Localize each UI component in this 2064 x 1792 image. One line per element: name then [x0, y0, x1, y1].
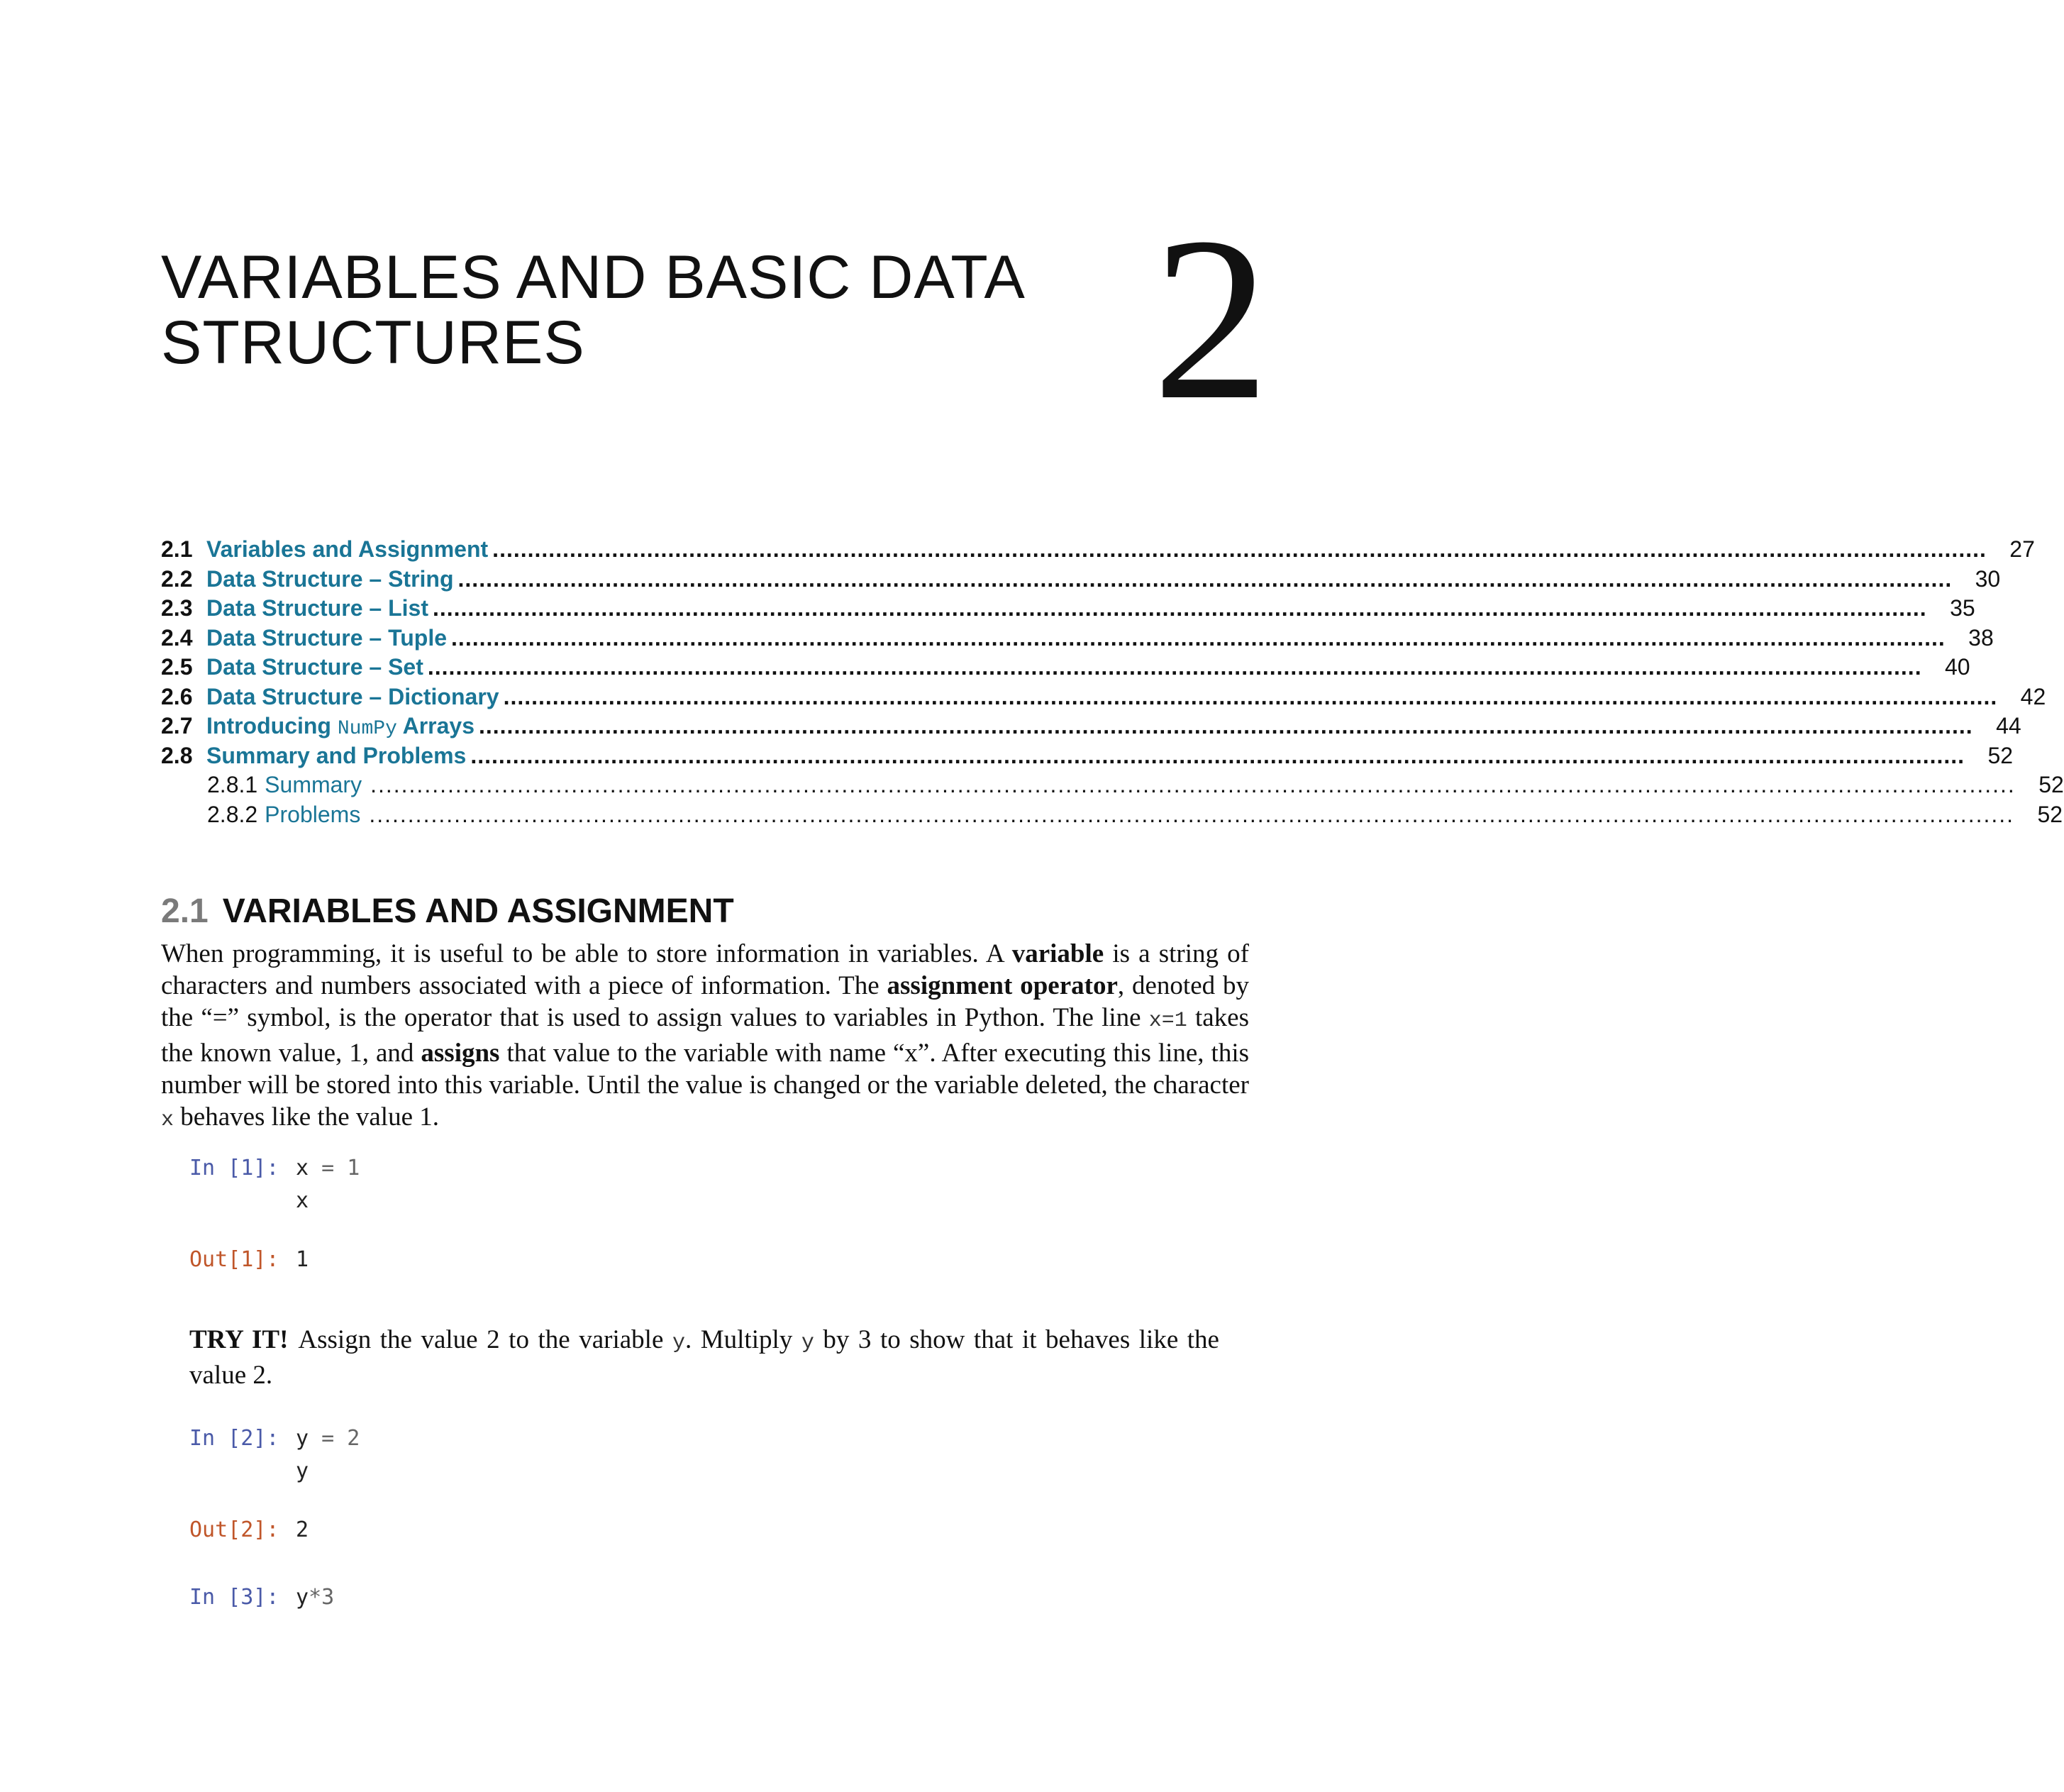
toc-item-link[interactable]: Data Structure – String — [206, 565, 454, 592]
table-of-contents — [161, 535, 2064, 829]
toc-item-number: 2.3 — [161, 595, 193, 621]
input-prompt: In [1]: — [189, 1156, 279, 1180]
toc-item-link[interactable]: Summary and Problems — [206, 742, 467, 768]
toc-title-code: NumPy — [337, 718, 397, 740]
toc-page-number: 35 — [1950, 595, 1975, 621]
toc-page-number: 27 — [2009, 536, 2035, 562]
toc-item-number: 2.6 — [161, 683, 193, 709]
toc-leader: ..................................................................................................................................................................................................................... — [503, 683, 1998, 709]
code-token: 2 — [347, 1426, 360, 1451]
code-token: y — [296, 1585, 309, 1610]
code-token: 3 — [321, 1585, 335, 1610]
toc-subitem-2-8-2[interactable] — [161, 800, 2063, 830]
toc-page-number: 38 — [1968, 624, 1994, 651]
toc-leader: ..................................................................................................................................................................................................................... — [470, 742, 1965, 768]
code-token: x — [296, 1156, 309, 1180]
toc-page-number: 30 — [1975, 565, 2001, 592]
try-it-text: Assign the value 2 to the variable — [298, 1325, 672, 1354]
term-assigns: assigns — [421, 1039, 500, 1068]
toc-title-pre: Introducing — [206, 713, 331, 739]
chapter-title-line2: STRUCTURES — [161, 309, 585, 377]
code-token: y — [296, 1426, 309, 1451]
toc-leader: ..................................................................................................................................................................................................................... — [432, 595, 1927, 621]
toc-item-2-3[interactable] — [161, 594, 1975, 624]
paragraph-text: takes the known value, 1, and — [161, 1003, 1249, 1068]
output-value: 2 — [296, 1517, 309, 1542]
paragraph-text: behaves like the value 1. — [174, 1102, 439, 1132]
toc-leader: ..................................................................................................................................................................................................................... — [478, 713, 1973, 739]
chapter-number: 2 — [1153, 189, 1270, 448]
try-it-text: by 3 to show that it behaves like the value 2. — [189, 1325, 1219, 1390]
code-token: = — [309, 1426, 348, 1451]
code-input-line — [189, 1581, 334, 1614]
input-prompt: In [3]: — [189, 1585, 279, 1610]
toc-item-number: 2.7 — [161, 713, 193, 739]
try-it-label: TRY IT! — [189, 1325, 289, 1354]
code-token: = — [309, 1156, 348, 1180]
toc-subitem-number: 2.8.1 — [207, 772, 258, 797]
toc-item-number: 2.4 — [161, 624, 193, 651]
toc-item-link[interactable] — [206, 712, 475, 744]
toc-leader: ..................................................................................................................................................................................................................... — [427, 654, 1922, 680]
try-it-box — [189, 1324, 1219, 1391]
output-value: 1 — [296, 1247, 309, 1272]
input-prompt: In [2]: — [189, 1426, 279, 1451]
term-assignment-operator: assignment operator — [887, 971, 1118, 1000]
paragraph-text: , denoted by the “=” symbol, is the operator that is used to assign values to variables in Python. The line — [161, 971, 1250, 1032]
toc-subitem-2-8-1[interactable] — [161, 770, 2064, 800]
output-prompt: Out[1]: — [189, 1247, 279, 1272]
toc-page-number: 52 — [1987, 742, 2014, 768]
code-input-line — [189, 1185, 360, 1217]
code-input-line — [189, 1152, 360, 1185]
inline-code: y — [801, 1331, 814, 1355]
toc-page-number: 52 — [2037, 801, 2063, 827]
toc-item-2-5[interactable] — [161, 653, 1970, 682]
chapter-title-line1: VARIABLES AND BASIC DATA — [161, 243, 1026, 311]
toc-item-2-7[interactable] — [161, 712, 2021, 741]
paragraph-text: When programming, it is useful to be able to store information in variables. A — [161, 939, 1012, 968]
code-token: * — [309, 1585, 322, 1610]
toc-item-number: 2.8 — [161, 742, 193, 768]
toc-item-link[interactable]: Data Structure – Set — [206, 654, 423, 680]
code-output-line — [189, 1244, 360, 1276]
toc-page-number: 42 — [2020, 683, 2046, 709]
code-output-line — [189, 1514, 360, 1547]
inline-code: x — [161, 1108, 174, 1132]
toc-item-number: 2.5 — [161, 654, 193, 680]
section-number: 2.1 — [161, 892, 209, 930]
code-cell-1 — [189, 1152, 360, 1276]
term-variable: variable — [1011, 939, 1104, 968]
toc-item-link[interactable]: Data Structure – List — [206, 595, 428, 621]
intro-paragraph — [161, 938, 1249, 1136]
code-cell-3 — [189, 1581, 334, 1614]
paragraph-text: that value to the variable with name “x”. After executing this line, this number will be stored into this variable. Until the value is changed or the variable deleted, the character — [161, 1039, 1249, 1100]
inline-code: y — [672, 1331, 685, 1355]
toc-subitem-number: 2.8.2 — [207, 801, 258, 827]
toc-item-2-1[interactable] — [161, 535, 2035, 565]
output-prompt: Out[2]: — [189, 1517, 279, 1542]
inline-code: x=1 — [1148, 1009, 1187, 1033]
toc-page-number: 40 — [1944, 654, 1970, 680]
section-heading — [161, 890, 1225, 933]
toc-page-number: 44 — [1996, 713, 2021, 739]
toc-item-2-4[interactable] — [161, 624, 1994, 653]
toc-leader: ..................................................................................................................................................................................................................... — [492, 536, 1987, 562]
code-token: x — [296, 1188, 309, 1213]
try-it-text: . Multiply — [684, 1325, 801, 1354]
toc-item-2-6[interactable] — [161, 682, 2046, 712]
toc-item-link[interactable]: Data Structure – Dictionary — [206, 683, 499, 709]
toc-item-number: 2.1 — [161, 536, 193, 562]
toc-leader: ..................................................................................................................................................................................................................... — [369, 801, 2015, 827]
toc-title-post: Arrays — [402, 713, 475, 739]
paragraph-text: is a string of characters and numbers associated with a piece of information. The — [161, 939, 1249, 1000]
toc-item-2-2[interactable] — [161, 565, 2001, 594]
section-title: VARIABLES AND ASSIGNMENT — [222, 892, 734, 930]
code-input-line — [189, 1455, 360, 1488]
code-cell-2 — [189, 1422, 360, 1547]
toc-leader: ..................................................................................................................................................................................................................... — [451, 624, 1946, 651]
toc-item-link[interactable]: Variables and Assignment — [206, 536, 489, 562]
toc-item-number: 2.2 — [161, 565, 193, 592]
toc-item-2-8[interactable] — [161, 741, 2014, 771]
code-input-line — [189, 1422, 360, 1455]
code-token: y — [296, 1459, 309, 1483]
toc-leader: ..................................................................................................................................................................................................................... — [457, 565, 1953, 592]
toc-item-link[interactable]: Data Structure – Tuple — [206, 624, 448, 651]
code-token: 1 — [347, 1156, 360, 1180]
toc-page-number: 52 — [2038, 772, 2064, 797]
toc-leader: ..................................................................................................................................................................................................................... — [370, 772, 2016, 797]
chapter-title — [161, 245, 1083, 375]
toc-subitem-link[interactable]: Summary — [265, 772, 362, 797]
toc-subitem-link[interactable]: Problems — [265, 801, 361, 827]
